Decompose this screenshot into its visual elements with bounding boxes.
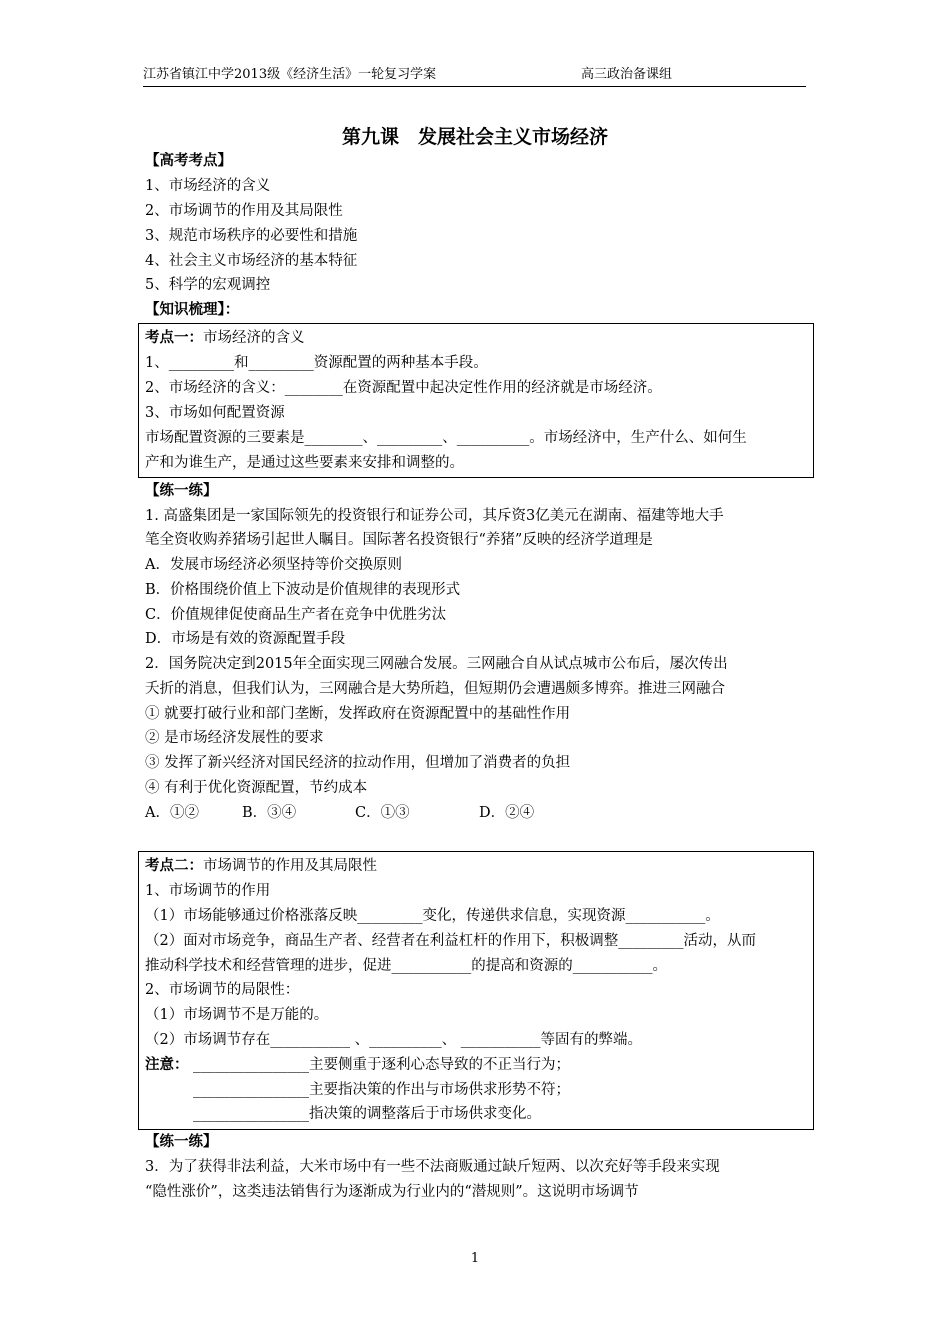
answer-option: A．①② [145,805,199,821]
statement-line: ① 就要打破行业和部门垄断，发挥政府在资源配置中的基础性作用 [145,706,571,722]
box-line: 产和为谁生产，是通过这些要素来安排和调整的。 [145,455,464,471]
statement-line: ③ 发挥了新兴经济对国民经济的拉动作用，但增加了消费者的负担 [145,755,571,771]
box-line: 2、市场经济的含义：________在资源配置中起决定性作用的经济就是市场经济。 [145,380,662,396]
gaokao-item: 2、市场调节的作用及其局限性 [145,203,343,219]
option-line: A．发展市场经济必须坚持等价交换原则 [145,557,402,573]
gaokao-heading: 【高考考点】 [145,153,232,169]
note-line: ________________指决策的调整落后于市场供求变化。 [193,1106,541,1122]
box-line: 1、_________和_________资源配置的两种基本手段。 [145,355,488,371]
question-line: 3．为了获得非法利益，大米市场中有一些不法商贩通过缺斤短两、以次充好等手段来实现 [145,1159,720,1175]
box-line: 1、市场调节的作用 [145,883,271,899]
question-line: 夭折的消息，但我们认为，三网融合是大势所趋，但短期仍会遭遇颇多博弈。推进三网融合 [145,681,725,697]
answer-option: D．②④ [479,805,535,821]
note-line: ________________主要指决策的作出与市场供求形势不符； [193,1082,570,1098]
box-line: 市场配置资源的三要素是________、_________、__________。市场经济中，生产什么、如何生 [145,430,747,446]
gaokao-item: 3、规范市场秩序的必要性和措施 [145,228,358,244]
gaokao-item: 5、科学的宏观调控 [145,277,271,293]
box-line: （1）市场调节不是万能的。 [145,1007,329,1023]
kaodian-one-title [145,326,305,350]
header-right: 高三政治备课组 [581,67,673,82]
practice-heading: 【练一练】 [145,1134,218,1150]
box-line: 推动科学技术和经营管理的进步，促进___________的提高和资源的___________。 [145,958,667,974]
page-title: 第九课 发展社会主义市场经济 [341,126,608,148]
page-number: 1 [470,1251,480,1266]
statement-line: ② 是市场经济发展性的要求 [145,730,324,746]
answer-option: C．①③ [355,805,410,821]
zhishi-heading: 【知识梳理】： [145,302,240,318]
statement-line: ④ 有利于优化资源配置，节约成本 [145,780,368,796]
box-line: 3、市场如何配置资源 [145,405,285,421]
box-line: （2）面对市场竞争，商品生产者、经营者在利益杠杆的作用下，积极调整_________活动，从而 [145,933,756,949]
option-line: B．价格围绕价值上下波动是价值规律的表现形式 [145,582,461,598]
question-line: “隐性涨价”，这类违法销售行为逐渐成为行业内的“潜规则”。这说明市场调节 [145,1184,639,1200]
box-line: 2、市场调节的局限性： [145,982,300,998]
kaodian-label: 考点二： [145,858,203,874]
gaokao-item: 1、市场经济的含义 [145,178,271,194]
kaodian-text: 市场经济的含义 [203,330,305,346]
question-line: 笔全资收购养猪场引起世人瞩目。国际著名投资银行“养猪”反映的经济学道理是 [145,532,653,548]
header-left: 江苏省镇江中学2013级《经济生活》一轮复习学案 [143,67,437,82]
box-line: （1）市场能够通过价格涨落反映_________变化，传递供求信息，实现资源___________。 [145,908,720,924]
kaodian-two-title [145,854,377,878]
option-line: C．价值规律促使商品生产者在竞争中优胜劣汰 [145,607,447,623]
box-line: （2）市场调节存在___________ 、__________、 ___________等固有的弊端。 [145,1032,642,1048]
option-line: D．市场是有效的资源配置手段 [145,631,346,647]
practice-heading: 【练一练】 [145,483,218,499]
note-line: ________________主要侧重于逐利心态导致的不正当行为； [193,1057,570,1073]
kaodian-text: 市场调节的作用及其局限性 [203,858,377,874]
page-header [143,64,806,87]
kaodian-label: 考点一： [145,330,203,346]
question-line: 2．国务院决定到2015年全面实现三网融合发展。三网融合自从试点城市公布后，屡次传出 [145,656,728,672]
answer-option: B．③④ [242,805,297,821]
note-label: 注意： [145,1057,189,1073]
question-line: 1. 高盛集团是一家国际领先的投资银行和证券公司，其斥资3亿美元在湖南、福建等地大手 [145,508,724,524]
gaokao-item: 4、社会主义市场经济的基本特征 [145,253,358,269]
